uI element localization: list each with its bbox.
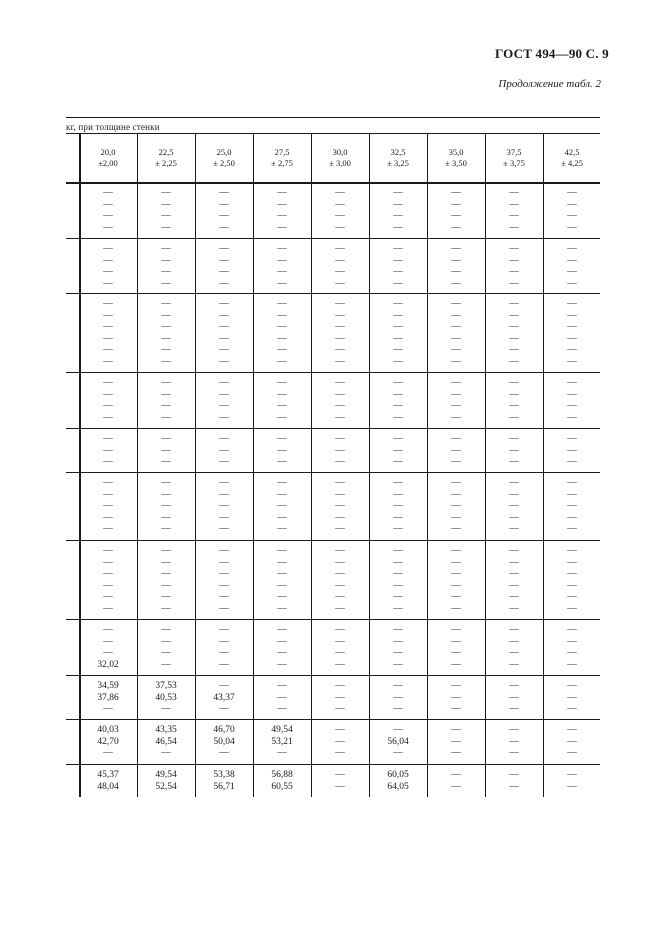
table-cell: — — — — [451, 625, 461, 670]
table-top-rule [66, 117, 600, 118]
table-cell: — — — — [219, 188, 229, 233]
wall-thickness-tolerance: ± 3,75 [503, 158, 525, 168]
table-cell: 43,35 46,54 — [155, 725, 177, 758]
table-cell: — — — — — — [335, 546, 345, 614]
table-cell: — 43,37 — [213, 681, 235, 714]
table-cell: — — — — [219, 378, 229, 423]
table-cell: — — — — [161, 244, 171, 289]
column-header [311, 147, 369, 169]
column-header [485, 147, 543, 169]
column-header [195, 147, 253, 169]
table-cell: — — — — — — [277, 546, 287, 614]
table-cell: — — — [509, 725, 519, 758]
table-continuation-note: Продолжение табл. 2 [498, 78, 601, 90]
table-cell: — — — — — — [335, 299, 345, 367]
wall-thickness-tolerance: ± 3,00 [329, 158, 351, 168]
group-separator [66, 719, 600, 720]
table-cell: — — — [567, 725, 577, 758]
table-cell: — — — — [335, 625, 345, 670]
table-cell: — — — — [509, 244, 519, 289]
table-cell: — — — — [161, 188, 171, 233]
table-cell: — — — — [219, 244, 229, 289]
table-cell: — — — [451, 434, 461, 467]
table-cell: — — — — — — [567, 546, 577, 614]
table-cell: 40,03 42,70 — [97, 725, 119, 758]
table-cell: — — — 32,02 [97, 625, 119, 670]
wall-thickness-tolerance: ± 2,75 [271, 158, 293, 168]
table-cell: — — — — [277, 378, 287, 423]
table-cell: — — — — [161, 378, 171, 423]
table-cell: 53,38 56,71 [213, 770, 235, 792]
wall-thickness-value: 25,0 [216, 147, 232, 157]
table-cell: 34,59 37,86 — [97, 681, 119, 714]
table-cell: 56,88 60,55 [271, 770, 293, 792]
table-cell: — — — — [335, 244, 345, 289]
table-cell: — — — — [103, 188, 113, 233]
table-cell: — — — — — — [161, 299, 171, 367]
table-cell: — — — — — [161, 478, 171, 534]
wall-thickness-tolerance: ± 2,25 [155, 158, 177, 168]
wall-thickness-tolerance: ± 3,50 [445, 158, 467, 168]
table-cell: — — — — — — [161, 546, 171, 614]
table-cell: — — — [277, 681, 287, 714]
wall-thickness-value: 27,5 [274, 147, 290, 157]
table-cell: — — — [393, 434, 403, 467]
table-cell: — — — — [451, 188, 461, 233]
table-cell: — — — — [393, 188, 403, 233]
table-cell: — — — — — — [219, 546, 229, 614]
table-cell: — — — — [277, 625, 287, 670]
table-cell: — — — [335, 725, 345, 758]
table-cell: — — — — — — [103, 299, 113, 367]
table-cell: — — — [451, 681, 461, 714]
table-cell: — — — — [103, 378, 113, 423]
table-cell: — — — — — [219, 478, 229, 534]
table-cell: — — — — — [567, 478, 577, 534]
table-cell: — 56,04 — [387, 725, 409, 758]
table-cell: — — — [509, 434, 519, 467]
table-cell: — — — — [103, 244, 113, 289]
caption-rule [66, 133, 600, 134]
table-cell: — — — [567, 681, 577, 714]
table-cell: — — — [103, 434, 113, 467]
table-cell: — — [509, 770, 519, 792]
group-separator [66, 619, 600, 620]
table-cell: 49,54 52,54 [155, 770, 177, 792]
table-cell: — — — — — — [219, 299, 229, 367]
table-caption: кг, при толщине стенки [66, 122, 160, 132]
wall-thickness-value: 32,5 [390, 147, 406, 157]
table-cell: — — — [277, 434, 287, 467]
table-cell: — — — [393, 681, 403, 714]
wall-thickness-tolerance: ± 4,25 [561, 158, 583, 168]
table-cell: 60,05 64,05 [387, 770, 409, 792]
wall-thickness-tolerance: ± 3,25 [387, 158, 409, 168]
table-cell: — — — — — — [393, 546, 403, 614]
table-cell: — — — [567, 434, 577, 467]
group-separator [66, 764, 600, 765]
table-cell: 45,37 48,04 [97, 770, 119, 792]
table-cell: — — — — — — [509, 546, 519, 614]
table-cell: 46,70 50,04 — [213, 725, 235, 758]
table-cell: — — — — — — [567, 299, 577, 367]
table-cell: — — — — — [393, 478, 403, 534]
table-cell: — — — — — [335, 478, 345, 534]
table-cell: — — — [335, 434, 345, 467]
wall-thickness-value: 30,0 [332, 147, 348, 157]
table-cell: — — — — [277, 244, 287, 289]
table-cell: — — — [335, 681, 345, 714]
table-cell: — — [451, 770, 461, 792]
column-header [543, 147, 601, 169]
wall-thickness-value: 35,0 [448, 147, 464, 157]
document-title: ГОСТ 494—90 С. 9 [495, 46, 609, 61]
column-header [79, 147, 137, 169]
table-cell: — — — — — [103, 478, 113, 534]
table-cell: — — — — [567, 378, 577, 423]
table-cell: — — — — [509, 188, 519, 233]
group-separator [66, 428, 600, 429]
table-cell: — — — [161, 434, 171, 467]
table-cell: — — — — — [451, 478, 461, 534]
wall-thickness-tolerance: ± 2,50 [213, 158, 235, 168]
table-cell: — — — — [567, 625, 577, 670]
column-header [369, 147, 427, 169]
column-header [253, 147, 311, 169]
table-cell: — — — [219, 434, 229, 467]
wall-thickness-value: 37,5 [506, 147, 522, 157]
table-cell: — — — — — — [277, 299, 287, 367]
table-cell: — — — — [219, 625, 229, 670]
table-cell: — — — — [393, 625, 403, 670]
table-cell: — — — — [335, 378, 345, 423]
table-cell: — — [335, 770, 345, 792]
table-cell: 37,53 40,53 — [155, 681, 177, 714]
table-cell: — — [567, 770, 577, 792]
table-cell: — — — — [509, 625, 519, 670]
table-cell: — — — — — — [451, 299, 461, 367]
table-cell: — — — — [509, 378, 519, 423]
table-cell: — — — — [567, 188, 577, 233]
table-cell: — — — — — [509, 478, 519, 534]
group-separator [66, 293, 600, 294]
table-cell: — — — — — — [509, 299, 519, 367]
table-cell: — — — — [451, 244, 461, 289]
group-separator [66, 675, 600, 676]
table-cell: 49,54 53,21 — [271, 725, 293, 758]
group-separator [66, 472, 600, 473]
wall-thickness-value: 22,5 [158, 147, 174, 157]
wall-thickness-tolerance: ±2,00 [98, 158, 118, 168]
table-cell: — — — — [451, 378, 461, 423]
table-cell: — — — — [161, 625, 171, 670]
wall-thickness-value: 42,5 [564, 147, 580, 157]
header-rule [66, 182, 600, 184]
group-separator [66, 372, 600, 373]
group-separator [66, 540, 600, 541]
table-cell: — — — — [277, 188, 287, 233]
table-cell: — — — — [393, 244, 403, 289]
table-cell: — — — — — — [103, 546, 113, 614]
column-header [427, 147, 485, 169]
table-cell: — — — [509, 681, 519, 714]
table-cell: — — — — [335, 188, 345, 233]
column-header [137, 147, 195, 169]
table-cell: — — — — — — [393, 299, 403, 367]
table-cell: — — — — [393, 378, 403, 423]
table-cell: — — — — [567, 244, 577, 289]
table-cell: — — — — — — [451, 546, 461, 614]
group-separator [66, 238, 600, 239]
table-cell: — — — — — [277, 478, 287, 534]
table-cell: — — — [451, 725, 461, 758]
wall-thickness-value: 20,0 [100, 147, 116, 157]
